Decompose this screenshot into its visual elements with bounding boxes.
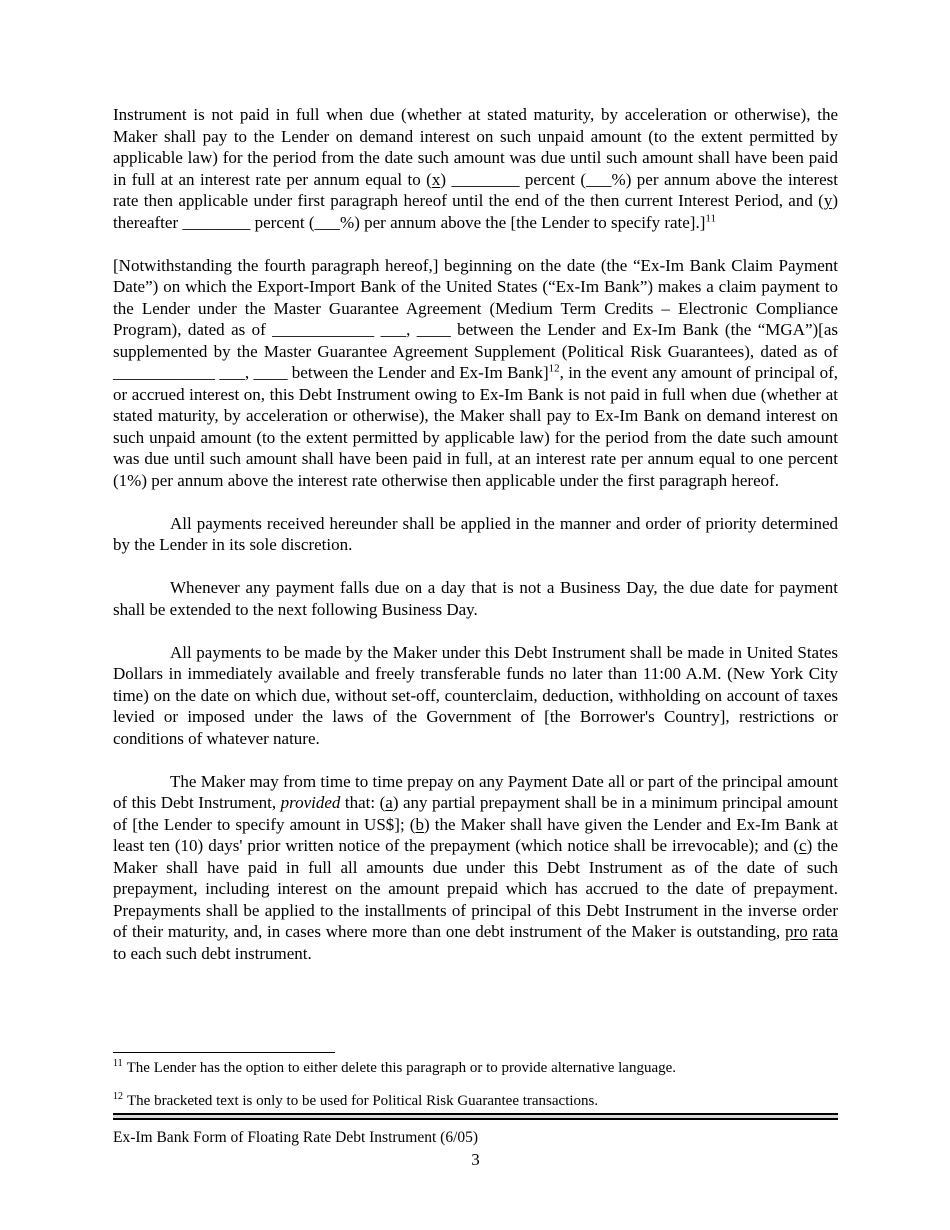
footnote-12-text: The bracketed text is only to be used for Political Risk Guarantee transactions. — [127, 1093, 599, 1109]
footnote-11-text: The Lender has the option to either delete this paragraph or to provide alternative language. — [126, 1060, 677, 1076]
footer-double-rule — [113, 1113, 838, 1120]
footnote-11-number: 11 — [113, 1058, 123, 1069]
form-version-label: Ex-Im Bank Form of Floating Rate Debt Instrument (6/05) — [113, 1129, 479, 1146]
paragraph-exim-claim-payment: [Notwithstanding the fourth paragraph hereof,] beginning on the date (the “Ex-Im Bank Claim Payment Date”) on which the Export-Import Bank of the United States (“Ex-Im Bank”) makes a claim payment to the Lender under the Master Guarantee Agreement (Medium Term Credits – Electronic Compliance Program), dated as of ____________ ___, ____ between the Lender and Ex-Im Bank (the “MGA”)[as supplemented by the Master Guarantee Agreement Supplement (Political Risk Guarantees), dated as of ____________ ___, ____ between the Lender and Ex-Im Bank]$^{12}$, in the event any amount of principal of, or accrued interest on, this Debt Instrument owing to Ex-Im Bank is not paid in full when due (whether at stated maturity, by acceleration or otherwise), the Maker shall pay to Ex-Im Bank on demand interest on such unpaid amount (to the extent permitted by applicable law) for the period from the date such amount was due until such amount shall have been paid in full, at an interest rate per annum equal to one percent (1%) per annum above the interest rate otherwise then applicable under the first paragraph hereof. — [113, 255, 838, 490]
page-footer — [113, 1113, 838, 1170]
footnote-11 — [113, 1058, 838, 1078]
footnote-separator-rule — [113, 1052, 335, 1053]
document-body — [113, 104, 838, 964]
paragraph-business-day: Whenever any payment falls due on a day that is not a Business Day, the due date for payment shall be extended to the next following Business Day. — [113, 578, 838, 619]
page-number: 3 — [471, 1150, 480, 1169]
paragraph-default-interest: Instrument is not paid in full when due (whether at stated maturity, by acceleration or otherwise), the Maker shall pay to the Lender on demand interest on such unpaid amount (to the extent permitted by applicable law) for the period from the date such amount was due until such amount shall have been paid in full at an interest rate per annum equal to (x) ________ percent (___%) per annum above the interest rate then applicable under first paragraph hereof until the end of the then current Interest Period, and (y) thereafter ________ percent (___%) per annum above the [the Lender to specify rate].]$^{11}$ — [113, 105, 838, 232]
footnote-12-number: 12 — [113, 1091, 123, 1102]
footnote-12 — [113, 1091, 838, 1111]
paragraph-usd-payments: All payments to be made by the Maker under this Debt Instrument shall be made in United States Dollars in immediately available and freely transferable funds no later than 11:00 A.M. (New York City time) on the date on which due, without set-off, counterclaim, deduction, withholding on account of taxes levied or imposed under the laws of the Government of [the Borrower's Country], restrictions or conditions of whatever nature. — [113, 642, 838, 748]
paragraph-prepayment: The Maker may from time to time prepay on any Payment Date all or part of the principal amount of this Debt Instrument, provided that: (a) any partial prepayment shall be in a minimum principal amount of [the Lender to specify amount in US$]; (b) the Maker shall have given the Lender and Ex-Im Bank at least ten (10) days' prior written notice of the prepayment (which notice shall be irrevocable); and (c) the Maker shall have paid in full all amounts due under this Debt Instrument as of the date of such prepayment, including interest on the amount prepaid which has accrued to the date of prepayment. Prepayments shall be applied to the installments of principal of this Debt Instrument in the inverse order of their maturity, and, in cases where more than one debt instrument of the Maker is outstanding, pro rata to each such debt instrument. — [113, 771, 839, 963]
paragraph-application-of-payments: All payments received hereunder shall be applied in the manner and order of priority determined by the Lender in its sole discretion. — [113, 513, 838, 554]
